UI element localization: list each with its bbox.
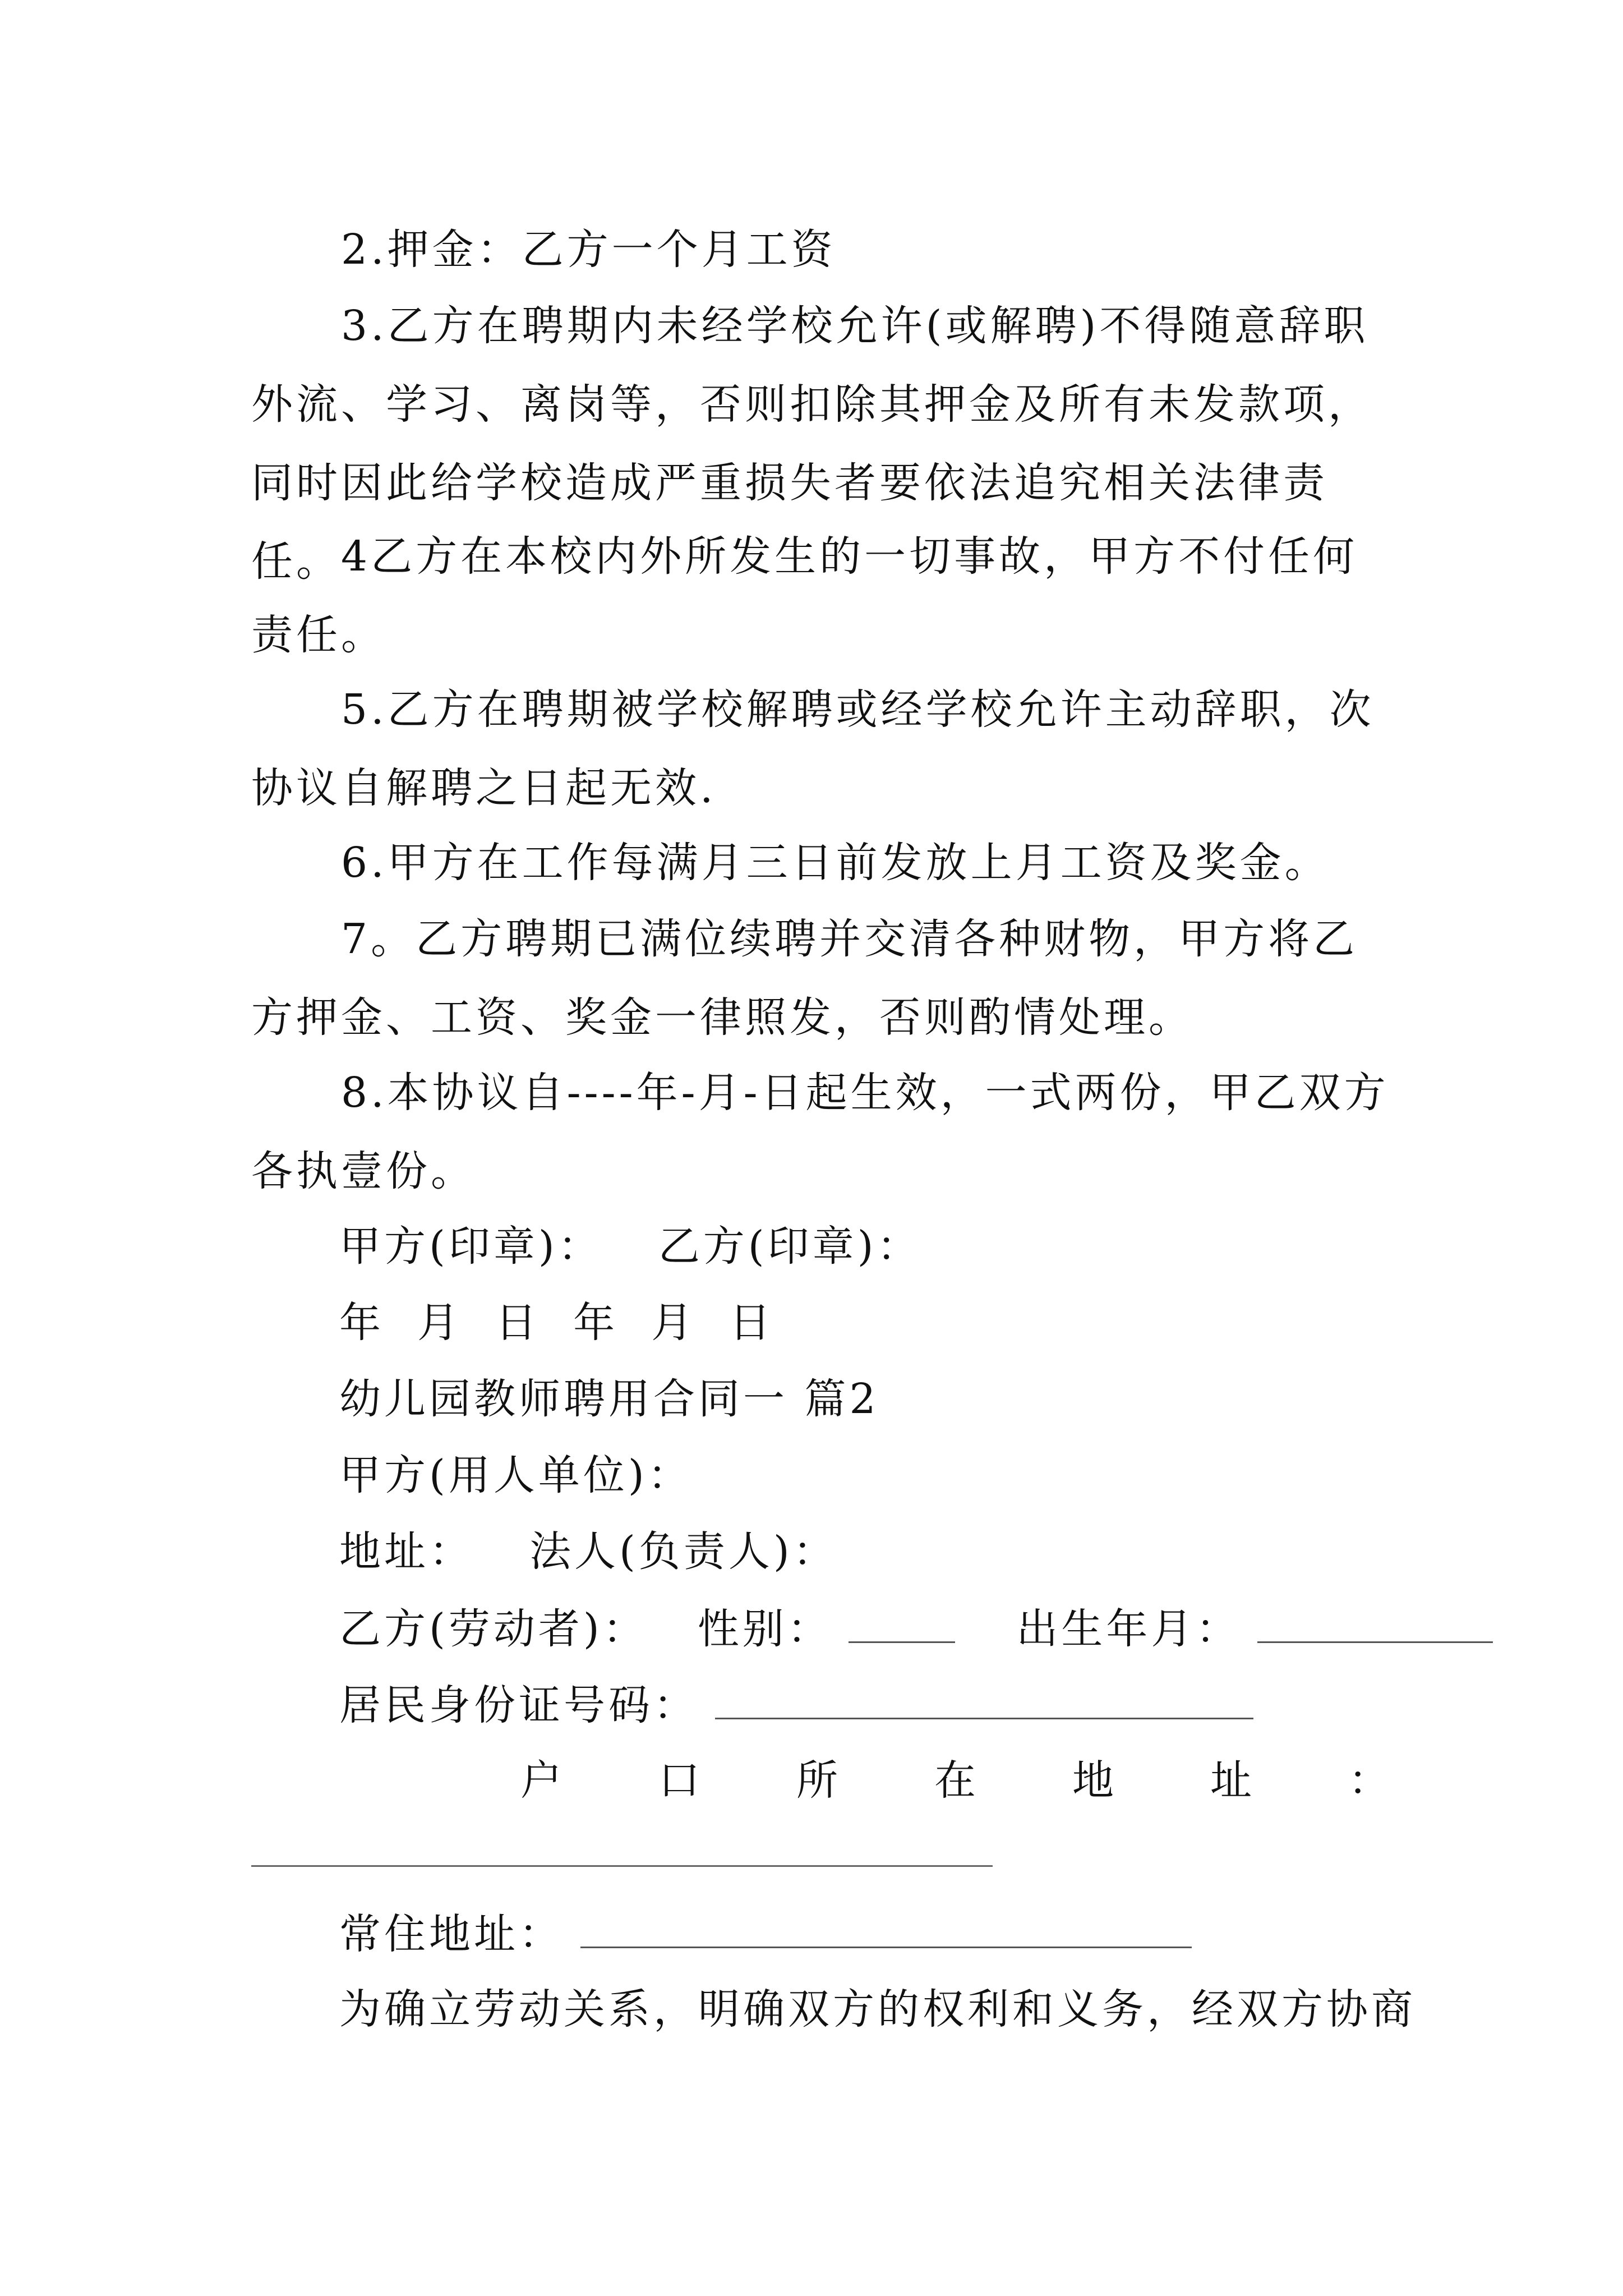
gender-label: 性别： — [697, 1605, 832, 1653]
hukou-char: 口 — [658, 1756, 700, 1805]
hukou-address-field[interactable] — [251, 1865, 993, 1867]
signature-date-line: 年 月 日 年 月 日 — [339, 1299, 774, 1347]
party-b-seal-label: 乙方(印章)： — [658, 1222, 922, 1271]
legal-rep-label: 法人(负责人)： — [529, 1527, 838, 1576]
party-a-seal-label: 甲方(印章)： — [339, 1222, 603, 1271]
hukou-char: 户 — [520, 1756, 562, 1805]
hukou-address-line — [251, 1752, 1390, 1809]
clause-7: 7。乙方聘期已满位续聘并交清各种财物，甲方将乙方押金、工资、奖金一律照发，否则酌情处理。 — [251, 915, 1358, 1042]
birth-field[interactable] — [1257, 1600, 1493, 1643]
hukou-char: 在 — [934, 1756, 976, 1805]
address-label: 地址： — [339, 1527, 474, 1576]
residence-line — [339, 1905, 1192, 1962]
clause-4: 4乙方在本校内外所发生的一切事故，甲方不付任何责任。 — [251, 532, 1358, 659]
clause-5: 5.乙方在聘期被学校解聘或经学校允许主动辞职，次协议自解聘之日起无效. — [251, 685, 1375, 812]
clause-6: 6.甲方在工作每满月三日前发放上月工资及奖金。 — [341, 839, 1330, 887]
preamble-text: 为确立劳动关系，明确双方的权利和义务，经双方协商 — [339, 1985, 1416, 2033]
hukou-char: 址 — [1210, 1756, 1252, 1805]
contract2-title: 幼儿园教师聘用合同一 篇2 — [339, 1375, 879, 1423]
gender-field[interactable] — [849, 1600, 955, 1643]
id-number-field[interactable] — [715, 1676, 1253, 1719]
residence-label: 常住地址： — [339, 1910, 564, 1958]
birth-label: 出生年月： — [1016, 1605, 1241, 1653]
employee-line — [339, 1600, 1493, 1657]
clause-2: 2.押金：乙方一个月工资 — [341, 226, 836, 274]
employer-label: 甲方(用人单位)： — [339, 1451, 693, 1499]
signature-line — [339, 1218, 922, 1274]
id-number-line — [339, 1676, 1253, 1733]
hukou-char: 所 — [796, 1756, 838, 1805]
hukou-char: 地 — [1072, 1756, 1114, 1805]
address-line — [339, 1524, 838, 1580]
clause-8: 8.本协议自----年-月-日起生效，一式两份，甲乙双方各执壹份。 — [251, 1069, 1389, 1195]
employee-label: 乙方(劳动者)： — [339, 1605, 648, 1653]
residence-field[interactable] — [580, 1905, 1192, 1948]
id-number-label: 居民身份证号码： — [339, 1681, 698, 1729]
clause-3: 3.乙方在聘期内未经学校允许(或解聘)不得随意辞职外流、学习、离岗等，否则扣除其押金及所有未发款项，同时因此给学校造成严重损失者要依法追究相关法律责任。 — [251, 302, 1373, 586]
hukou-char: ： — [1348, 1756, 1390, 1805]
